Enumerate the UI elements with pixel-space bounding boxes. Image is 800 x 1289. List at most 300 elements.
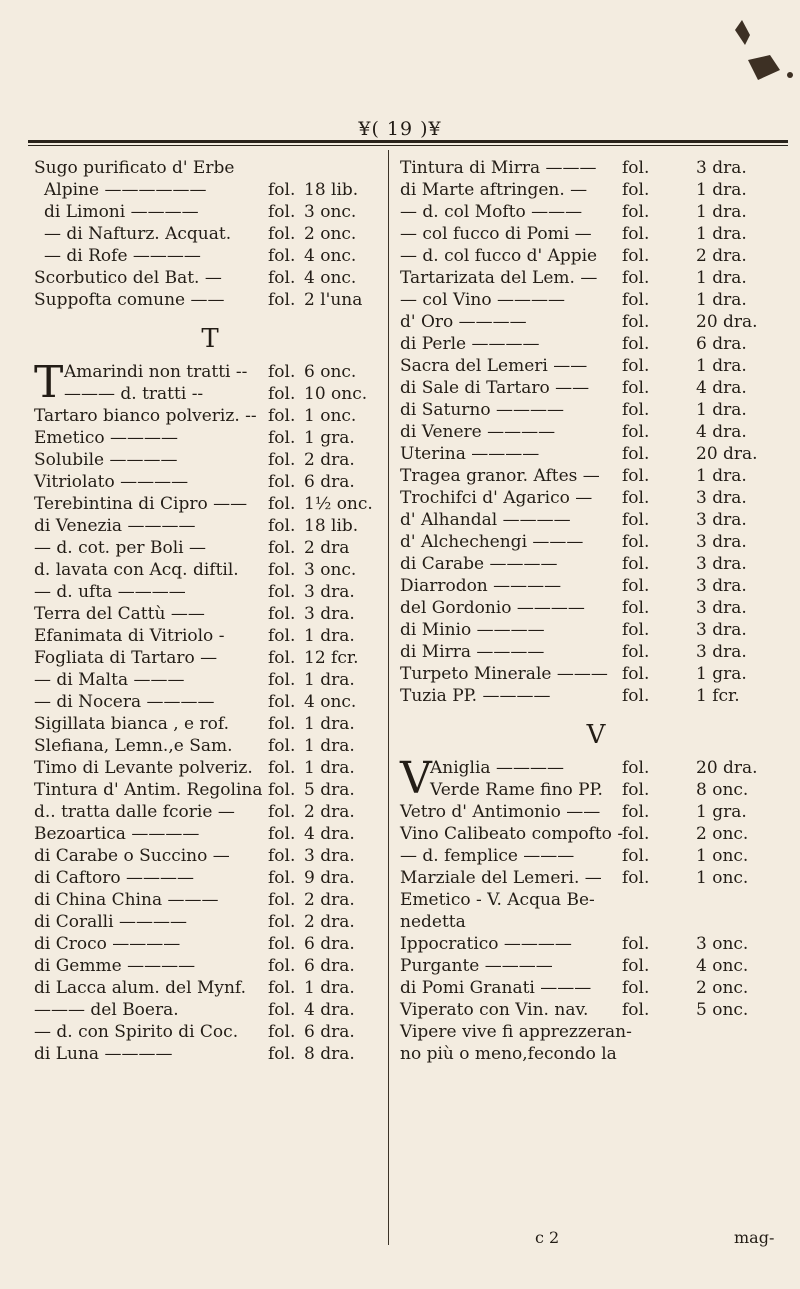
- entry-quantity: 1 dra.: [304, 736, 355, 756]
- entry-quantity: 20 dra.: [696, 758, 758, 778]
- entry-row: [400, 999, 792, 1021]
- entry-quantity: 18 lib.: [304, 516, 359, 536]
- entry-name: — col fucco di Pomi —: [400, 224, 592, 244]
- entry-name: Efanimata di Vitriolo -: [34, 626, 225, 646]
- entry-sheet: fol.: [268, 180, 296, 200]
- right-v-list: [400, 753, 792, 1065]
- entry-quantity: 1 gra.: [696, 802, 747, 822]
- column-divider: [388, 150, 389, 1245]
- entry-quantity: 6 dra.: [304, 956, 355, 976]
- entry-quantity: 2 dra.: [304, 912, 355, 932]
- entry-sheet: fol.: [268, 450, 296, 470]
- entry-quantity: 4 onc.: [304, 246, 357, 266]
- entry-quantity: 1 dra.: [304, 758, 355, 778]
- entry-name: Turpeto Minerale ———: [400, 664, 608, 684]
- entry-sheet: fol.: [622, 158, 650, 178]
- entry-name: Alpine ——————: [44, 180, 207, 200]
- entry-sheet: fol.: [622, 312, 650, 332]
- entry-sheet: fol.: [268, 868, 296, 888]
- entry-sheet: fol.: [622, 356, 650, 376]
- section-heading-v: V: [586, 720, 606, 750]
- entry-row: [400, 487, 792, 509]
- entry-quantity: 10 onc.: [304, 384, 368, 404]
- entry-name: Tuzia PP. ————: [400, 686, 551, 706]
- entry-row: [400, 465, 792, 487]
- entry-name: Fogliata di Tartaro —: [34, 648, 218, 668]
- entry-sheet: fol.: [622, 334, 650, 354]
- entry-sheet: fol.: [622, 444, 650, 464]
- printer-ornament-icon: [0, 0, 800, 110]
- entry-sheet: fol.: [268, 648, 296, 668]
- entry-name: di China China ———: [34, 890, 219, 910]
- entry-sheet: fol.: [268, 428, 296, 448]
- entry-quantity: 9 dra.: [304, 868, 355, 888]
- entry-sheet: fol.: [268, 846, 296, 866]
- entry-row: [34, 999, 386, 1021]
- entry-row: [400, 179, 792, 201]
- entry-name: d. lavata con Acq. diftil.: [34, 560, 239, 580]
- entry-row: [400, 845, 792, 867]
- entry-name: — di Malta ———: [34, 670, 185, 690]
- entry-quantity: 2 onc.: [696, 978, 749, 998]
- entry-sheet: fol.: [268, 802, 296, 822]
- entry-quantity: 20 dra.: [696, 444, 758, 464]
- entry-sheet: fol.: [622, 1000, 650, 1020]
- entry-sheet: fol.: [622, 802, 650, 822]
- page-header: ¥( 19 )¥: [358, 118, 442, 140]
- entry-row: [400, 157, 792, 179]
- entry-name: di Mirra ————: [400, 642, 545, 662]
- entry-sheet: fol.: [622, 180, 650, 200]
- entry-row: [400, 421, 792, 443]
- entry-sheet: fol.: [622, 824, 650, 844]
- right-column: [400, 157, 792, 1065]
- entry-row: [34, 669, 386, 691]
- entry-quantity: 6 dra.: [304, 934, 355, 954]
- signature-mark: c 2: [535, 1228, 560, 1247]
- entry-sheet: fol.: [622, 224, 650, 244]
- entry-row: [400, 955, 792, 977]
- entry-name: Slefiana, Lemn.,e Sam.: [34, 736, 233, 756]
- entry-quantity: 2 l'una: [304, 290, 363, 310]
- entry-name: d' Alhandal ————: [400, 510, 571, 530]
- entry-name: di Carabe o Succino —: [34, 846, 230, 866]
- entry-quantity: 18 lib.: [304, 180, 359, 200]
- entry-name: Sigillata bianca , e rof.: [34, 714, 229, 734]
- entry-name: di Pomi Granati ———: [400, 978, 592, 998]
- entry-name: Scorbutico del Bat. —: [34, 268, 222, 288]
- entry-sheet: fol.: [268, 956, 296, 976]
- entry-row: [400, 223, 792, 245]
- entry-row: [34, 515, 386, 537]
- entry-row: [34, 383, 386, 405]
- entry-sheet: fol.: [622, 246, 650, 266]
- entry-row: [34, 889, 386, 911]
- entry-quantity: 1 fcr.: [696, 686, 740, 706]
- entry-name: ——— del Boera.: [34, 1000, 179, 1020]
- entry-row: [34, 625, 386, 647]
- entry-sheet: fol.: [622, 268, 650, 288]
- entry-quantity: 1 dra.: [696, 400, 747, 420]
- entry-quantity: 1 gra.: [304, 428, 355, 448]
- entry-row: [34, 691, 386, 713]
- entry-sheet: fol.: [268, 516, 296, 536]
- entry-name: — col Vino ————: [400, 290, 566, 310]
- entry-quantity: 3 dra.: [304, 846, 355, 866]
- entry-row: [34, 801, 386, 823]
- entry-row: [400, 377, 792, 399]
- entry-sheet: fol.: [268, 224, 296, 244]
- entry-row: [400, 333, 792, 355]
- entry-row: [400, 355, 792, 377]
- entry-name: di Venere ————: [400, 422, 556, 442]
- entry-row: [34, 1043, 386, 1065]
- entry-quantity: 1 dra.: [696, 202, 747, 222]
- entry-sheet: fol.: [268, 714, 296, 734]
- drop-initial: V: [400, 753, 432, 804]
- entry-name: — d. cot. per Boli —: [34, 538, 206, 558]
- entry-row: [400, 575, 792, 597]
- entry-name: d' Alchechengi ———: [400, 532, 584, 552]
- entry-row: [400, 663, 792, 685]
- entry-name: — di Nocera ————: [34, 692, 215, 712]
- entry-sheet: fol.: [268, 604, 296, 624]
- entry-name: no più o meno,fecondo la: [400, 1044, 617, 1064]
- entry-sheet: fol.: [268, 824, 296, 844]
- entry-row: [34, 603, 386, 625]
- entry-name: di Saturno ————: [400, 400, 564, 420]
- entry-sheet: fol.: [268, 362, 296, 382]
- entry-row: [34, 223, 386, 245]
- entry-quantity: 6 onc.: [304, 362, 357, 382]
- entry-row: [400, 757, 792, 779]
- entry-sheet: fol.: [268, 246, 296, 266]
- entry-name: del Gordonio ————: [400, 598, 585, 618]
- entry-quantity: 6 dra.: [304, 1022, 355, 1042]
- entry-quantity: 4 dra.: [696, 422, 747, 442]
- entry-quantity: 1 dra.: [696, 224, 747, 244]
- entry-quantity: 2 onc.: [696, 824, 749, 844]
- entry-name: — d. ufta ————: [34, 582, 186, 602]
- entry-sheet: fol.: [622, 202, 650, 222]
- entry-quantity: 2 onc.: [304, 224, 357, 244]
- entry-quantity: 4 dra.: [304, 824, 355, 844]
- entry-quantity: 1 onc.: [696, 846, 749, 866]
- entry-name: Vitriolato ————: [34, 472, 189, 492]
- drop-initial: T: [34, 357, 64, 408]
- entry-sheet: fol.: [268, 1022, 296, 1042]
- entry-name: di Croco ————: [34, 934, 181, 954]
- entry-sheet: fol.: [622, 290, 650, 310]
- entry-sheet: fol.: [268, 582, 296, 602]
- entry-sheet: fol.: [268, 692, 296, 712]
- entry-name: Solubile ————: [34, 450, 178, 470]
- entry-name: — di Rofe ————: [44, 246, 201, 266]
- entry-row: [34, 405, 386, 427]
- entry-quantity: 1 dra.: [304, 670, 355, 690]
- entry-quantity: 3 onc.: [304, 560, 357, 580]
- entry-quantity: 1 dra.: [696, 290, 747, 310]
- catchword: mag-: [734, 1228, 775, 1247]
- entry-row: [34, 911, 386, 933]
- entry-sheet: fol.: [268, 538, 296, 558]
- entry-name: Ippocratico ————: [400, 934, 572, 954]
- entry-row: [400, 641, 792, 663]
- entry-name: Emetico - V. Acqua Be-: [400, 890, 595, 910]
- entry-row: [34, 245, 386, 267]
- entry-row: [400, 267, 792, 289]
- entry-quantity: 1 dra.: [304, 714, 355, 734]
- entry-row: [34, 735, 386, 757]
- entry-sheet: fol.: [268, 780, 296, 800]
- entry-sheet: fol.: [622, 780, 650, 800]
- entry-name: Suppofta comune ——: [34, 290, 225, 310]
- entry-sheet: fol.: [268, 890, 296, 910]
- entry-quantity: 3 dra.: [304, 604, 355, 624]
- entry-quantity: 4 dra.: [696, 378, 747, 398]
- entry-row: [400, 889, 792, 911]
- entry-name: Tintura di Mirra ———: [400, 158, 597, 178]
- entry-sheet: fol.: [622, 868, 650, 888]
- entry-name: di Gemme ————: [34, 956, 196, 976]
- entry-row: [400, 509, 792, 531]
- entry-row: [34, 201, 386, 223]
- entry-sheet: fol.: [268, 1044, 296, 1064]
- entry-name: Purgante ————: [400, 956, 553, 976]
- entry-quantity: 5 dra.: [304, 780, 355, 800]
- entry-sheet: fol.: [622, 620, 650, 640]
- entry-quantity: 3 dra.: [696, 510, 747, 530]
- entry-sheet: fol.: [268, 384, 296, 404]
- entry-name: Tartaro bianco polveriz. --: [34, 406, 257, 426]
- entry-quantity: 2 dra.: [304, 802, 355, 822]
- entry-sheet: fol.: [622, 758, 650, 778]
- entry-quantity: 2 dra.: [304, 890, 355, 910]
- entry-quantity: 2 dra.: [696, 246, 747, 266]
- entry-quantity: 3 onc.: [696, 934, 749, 954]
- entry-name: d' Oro ————: [400, 312, 527, 332]
- entry-row: [34, 427, 386, 449]
- entry-row: [34, 267, 386, 289]
- entry-quantity: 1 dra.: [304, 626, 355, 646]
- entry-quantity: 8 dra.: [304, 1044, 355, 1064]
- entry-name: — d. femplice ———: [400, 846, 575, 866]
- entry-name: Tragea granor. Aftes —: [400, 466, 600, 486]
- entry-name: nedetta: [400, 912, 466, 932]
- entry-quantity: 5 onc.: [696, 1000, 749, 1020]
- entry-row: [34, 977, 386, 999]
- entry-quantity: 1 onc.: [304, 406, 357, 426]
- entry-sheet: fol.: [268, 472, 296, 492]
- entry-sheet: fol.: [622, 466, 650, 486]
- entry-name: Sacra del Lemeri ——: [400, 356, 588, 376]
- entry-name: di Sale di Tartaro ——: [400, 378, 590, 398]
- entry-name: — d. col fucco d' Appie: [400, 246, 598, 266]
- entry-row: [34, 647, 386, 669]
- entry-name: Aniglia ————: [430, 758, 564, 778]
- entry-sheet: fol.: [622, 686, 650, 706]
- entry-row: [34, 955, 386, 977]
- entry-name: — d. con Spirito di Coc.: [34, 1022, 239, 1042]
- entry-row: [34, 537, 386, 559]
- entry-name: Vipere vive fi apprezzeran-: [400, 1022, 632, 1042]
- entry-quantity: 4 onc.: [696, 956, 749, 976]
- entry-row: [34, 713, 386, 735]
- entry-sheet: fol.: [268, 202, 296, 222]
- entry-sheet: fol.: [622, 400, 650, 420]
- entry-quantity: 3 dra.: [696, 554, 747, 574]
- entry-name: di Limoni ————: [44, 202, 199, 222]
- entry-quantity: 1 dra.: [304, 978, 355, 998]
- entry-name: Trochifci d' Agarico —: [400, 488, 593, 508]
- entry-row: [400, 443, 792, 465]
- entry-sheet: fol.: [622, 846, 650, 866]
- entry-name: di Marte aftringen. —: [400, 180, 588, 200]
- entry-row: [34, 757, 386, 779]
- entry-row: [34, 559, 386, 581]
- entry-quantity: 3 dra.: [696, 576, 747, 596]
- entry-row: [400, 245, 792, 267]
- entry-row: [400, 531, 792, 553]
- entry-sheet: fol.: [268, 758, 296, 778]
- entry-row: [400, 933, 792, 955]
- entry-quantity: 4 onc.: [304, 692, 357, 712]
- entry-sheet: fol.: [622, 422, 650, 442]
- entry-quantity: 2 dra.: [304, 450, 355, 470]
- entry-name: di Coralli ————: [34, 912, 187, 932]
- header-rule-thin: [28, 145, 788, 146]
- entry-sheet: fol.: [268, 1000, 296, 1020]
- entry-row: [400, 911, 792, 933]
- entry-row: [34, 823, 386, 845]
- entry-row: [400, 311, 792, 333]
- entry-row: [34, 471, 386, 493]
- entry-name: di Minio ————: [400, 620, 545, 640]
- entry-sheet: fol.: [622, 576, 650, 596]
- entry-quantity: 3 dra.: [696, 158, 747, 178]
- entry-row: [34, 179, 386, 201]
- entry-name: di Luna ————: [34, 1044, 173, 1064]
- entry-sheet: fol.: [268, 406, 296, 426]
- entry-name: di Perle ————: [400, 334, 540, 354]
- entry-quantity: 2 dra: [304, 538, 350, 558]
- entry-quantity: 3 dra.: [696, 598, 747, 618]
- entry-row: [34, 581, 386, 603]
- entry-name: d.. tratta dalle fcorie —: [34, 802, 235, 822]
- entry-row: [400, 619, 792, 641]
- entry-sheet: fol.: [268, 626, 296, 646]
- entry-row: [400, 867, 792, 889]
- entry-name: Diarrodon ————: [400, 576, 562, 596]
- entry-row: [34, 493, 386, 515]
- entry-name: ——— d. tratti --: [64, 384, 204, 404]
- entry-quantity: 6 dra.: [696, 334, 747, 354]
- entry-quantity: 12 fcr.: [304, 648, 359, 668]
- entry-quantity: 3 onc.: [304, 202, 357, 222]
- entry-quantity: 3 dra.: [304, 582, 355, 602]
- left-t-list: [34, 357, 386, 1065]
- entry-name: Uterina ————: [400, 444, 540, 464]
- entry-sheet: fol.: [268, 978, 296, 998]
- entry-name: Vino Calibeato compofto -: [400, 824, 624, 844]
- entry-sheet: fol.: [622, 956, 650, 976]
- entry-row: [34, 449, 386, 471]
- left-column: [34, 157, 386, 1065]
- left-top-list: [34, 157, 386, 311]
- entry-row: [400, 823, 792, 845]
- entry-quantity: 4 onc.: [304, 268, 357, 288]
- entry-row: [34, 157, 386, 179]
- entry-sheet: fol.: [268, 268, 296, 288]
- entry-name: Vetro d' Antimonio ——: [400, 802, 601, 822]
- entry-quantity: 8 onc.: [696, 780, 749, 800]
- entry-sheet: fol.: [268, 736, 296, 756]
- entry-quantity: 20 dra.: [696, 312, 758, 332]
- entry-name: Sugo purificato d' Erbe: [34, 158, 235, 178]
- entry-name: — di Nafturz. Acquat.: [44, 224, 232, 244]
- entry-row: [400, 977, 792, 999]
- section-heading-t: T: [201, 324, 219, 354]
- entry-name: Viperato con Vin. nav.: [400, 1000, 589, 1020]
- entry-quantity: 3 dra.: [696, 532, 747, 552]
- entry-sheet: fol.: [622, 978, 650, 998]
- entry-name: Marziale del Lemeri. —: [400, 868, 602, 888]
- entry-row: [34, 289, 386, 311]
- right-top-list: [400, 157, 792, 707]
- entry-sheet: fol.: [268, 560, 296, 580]
- entry-row: [400, 1043, 792, 1065]
- entry-sheet: fol.: [268, 670, 296, 690]
- entry-name: Amarindi non tratti --: [64, 362, 248, 382]
- entry-sheet: fol.: [622, 642, 650, 662]
- entry-row: [34, 779, 386, 801]
- entry-name: — d. col Mofto ———: [400, 202, 583, 222]
- entry-row: [400, 399, 792, 421]
- entry-sheet: fol.: [268, 912, 296, 932]
- entry-sheet: fol.: [268, 290, 296, 310]
- header-rule-thick: [28, 140, 788, 143]
- entry-row: [400, 553, 792, 575]
- entry-row: [400, 289, 792, 311]
- entry-sheet: fol.: [622, 532, 650, 552]
- entry-sheet: fol.: [268, 934, 296, 954]
- entry-name: di Caftoro ————: [34, 868, 194, 888]
- entry-row: [34, 867, 386, 889]
- entry-name: Emetico ————: [34, 428, 179, 448]
- entry-sheet: fol.: [622, 488, 650, 508]
- entry-quantity: 3 dra.: [696, 642, 747, 662]
- entry-name: di Lacca alum. del Mynf.: [34, 978, 247, 998]
- entry-quantity: 1 gra.: [696, 664, 747, 684]
- entry-sheet: fol.: [622, 664, 650, 684]
- entry-quantity: 1 dra.: [696, 268, 747, 288]
- entry-sheet: fol.: [622, 554, 650, 574]
- entry-name: Terebintina di Cipro ——: [34, 494, 248, 514]
- entry-name: Timo di Levante polveriz.: [34, 758, 253, 778]
- entry-row: [400, 801, 792, 823]
- entry-quantity: 1 onc.: [696, 868, 749, 888]
- entry-sheet: fol.: [622, 510, 650, 530]
- entry-row: [34, 845, 386, 867]
- entry-name: Verde Rame fino PP.: [430, 780, 603, 800]
- entry-row: [400, 1021, 792, 1043]
- entry-row: [400, 201, 792, 223]
- entry-name: Tartarizata del Lem. —: [400, 268, 598, 288]
- entry-sheet: fol.: [268, 494, 296, 514]
- entry-quantity: 1½ onc.: [304, 494, 373, 514]
- entry-name: Tintura d' Antim. Regolina: [34, 780, 263, 800]
- entry-row: [400, 597, 792, 619]
